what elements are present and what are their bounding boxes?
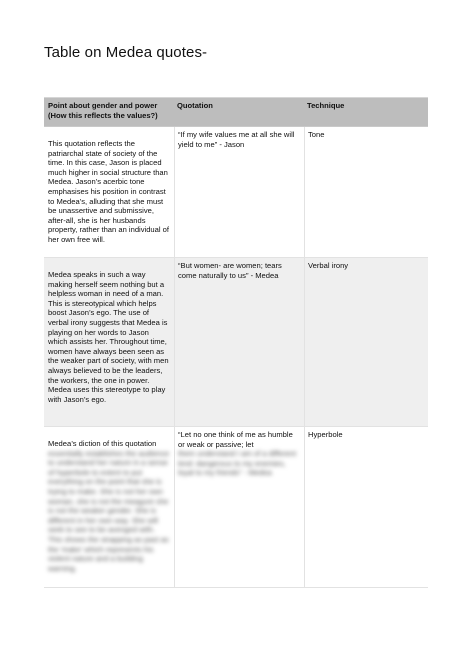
obscured-quotation-text: them understand I am of a different kind: dangerous to my enemies, loyal to my friends” - Medea: [178, 449, 297, 478]
table-row: [44, 127, 428, 258]
header-quotation: Quotation: [177, 101, 213, 110]
table-row: [44, 427, 428, 588]
quotation-cell: “But women- are women; tears come naturally to us” - Medea: [178, 261, 282, 280]
quotes-table: [44, 97, 428, 588]
point-cell: This quotation reflects the patriarchal state of society of the time. In this case, Jason is placed much higher in social structure than Medea. Jason’s acerbic tone emphasises his position in contrast to Medea’s, alluding that she must be unassertive and submissive, after-all, she is her husbands property, rather than an individual of her own free will.: [48, 139, 170, 244]
header-technique: Technique: [307, 101, 345, 110]
point-cell: Medea speaks in such a way making herself seem nothing but a helpless woman in need of a man. This is stereotypical which helps boost Jason’s ego. The use of verbal irony suggests that Medea is playing on her words to Jason which assists her. Throughout time, women have always been seen as the weaker part of society, with men always believed to be the leaders, the workers, the one in power. Medea uses this stereotype to play with Jason’s ego.: [48, 270, 169, 404]
obscured-point-text: essentially establishes the audience to understand her nature in a sense of hyperbole to extent to put everything on the point that she is trying to make. She is not her own woman, she is not the meagure she is not the weaker gender. She is different in her own way. She will seek to see to be avenged with. This shows the strapping as past as the 'make' which represents his violent nature and a building warning.: [48, 448, 170, 573]
table-row: [44, 258, 428, 427]
quotation-cell: “Let no one think of me as humble or weak or passive; let: [178, 430, 293, 449]
quotation-cell: “If my wife values me at all she will yield to me” - Jason: [178, 130, 295, 149]
technique-cell: Verbal irony: [308, 261, 349, 270]
table-header-row: [44, 98, 428, 127]
technique-cell: Hyperbole: [308, 430, 343, 439]
header-point: Point about gender and power (How this reflects the values?): [48, 101, 158, 120]
technique-cell: Tone: [308, 130, 325, 139]
page-title: Table on Medea quotes-: [44, 44, 208, 61]
point-cell: Medea’s diction of this quotation: [48, 439, 157, 448]
